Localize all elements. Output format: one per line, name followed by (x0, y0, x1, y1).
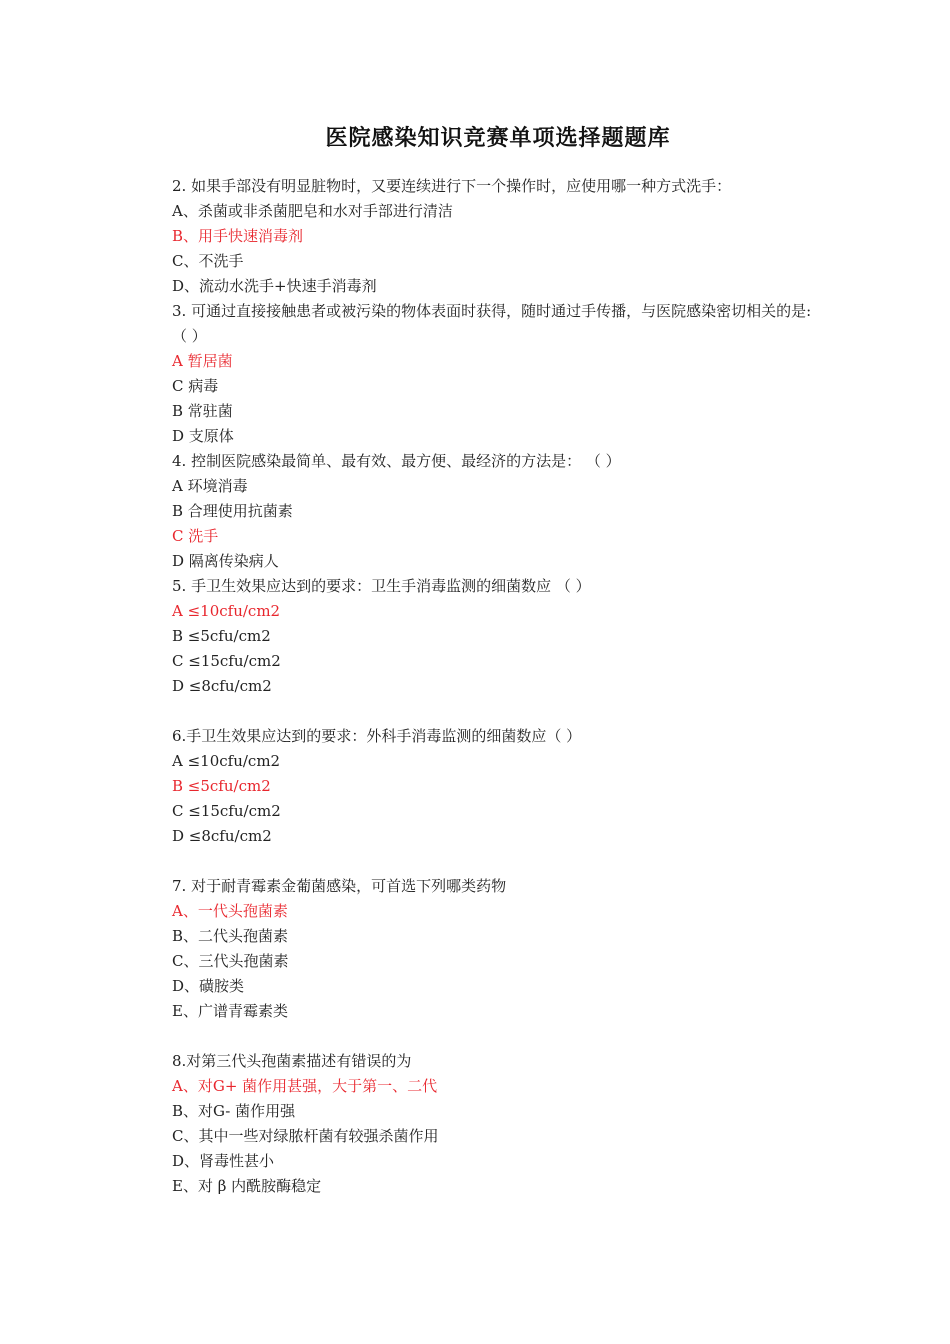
answer-option: C ≤15cfu/cm2 (172, 802, 281, 820)
answer-option: D ≤8cfu/cm2 (172, 677, 272, 695)
answer-option: B、对G- 菌作用强 (172, 1102, 296, 1120)
question-stem: 5. 手卫生效果应达到的要求：卫生手消毒监测的细菌数应 （ ） (172, 577, 591, 595)
answer-option: C ≤15cfu/cm2 (172, 652, 281, 670)
correct-answer-option: B ≤5cfu/cm2 (172, 777, 271, 795)
answer-option: B、二代头孢菌素 (172, 927, 289, 945)
answer-option: D、肾毒性甚小 (172, 1152, 275, 1170)
correct-answer-option: C 洗手 (172, 527, 219, 545)
answer-option: E、广谱青霉素类 (172, 1002, 288, 1020)
question-block (172, 449, 822, 574)
correct-answer-option: A 暂居菌 (172, 352, 233, 370)
correct-answer-option: B、用手快速消毒剂 (172, 227, 304, 245)
answer-option: A、杀菌或非杀菌肥皂和水对手部进行清洁 (172, 202, 453, 220)
blank-line (172, 849, 822, 874)
answer-option: A ≤10cfu/cm2 (172, 752, 281, 770)
page-title: 医院感染知识竞赛单项选择题题库 (325, 125, 671, 151)
answer-option: C、不洗手 (172, 252, 244, 270)
question-block (172, 299, 822, 449)
answer-option: D 隔离传染病人 (172, 552, 279, 570)
answer-option: C、三代头孢菌素 (172, 952, 289, 970)
answer-option: D 支原体 (172, 427, 234, 445)
correct-answer-option: A ≤10cfu/cm2 (172, 602, 281, 620)
blank-line (172, 1024, 822, 1049)
answer-option: A 环境消毒 (172, 477, 248, 495)
answer-option: B 合理使用抗菌素 (172, 502, 293, 520)
answer-option: B 常驻菌 (172, 402, 233, 420)
answer-option: D ≤8cfu/cm2 (172, 827, 272, 845)
correct-answer-option: A、对G+ 菌作用甚强，大于第一、二代 (172, 1077, 438, 1095)
question-stem: 2. 如果手部没有明显脏物时，又要连续进行下一个操作时，应使用哪一种方式洗手： (172, 177, 732, 195)
question-stem: 8.对第三代头孢菌素描述有错误的为 (172, 1052, 412, 1070)
question-stem: 6.手卫生效果应达到的要求：外科手消毒监测的细菌数应（ ） (172, 727, 582, 745)
question-block (172, 874, 822, 1049)
answer-option: C 病毒 (172, 377, 219, 395)
question-stem: 7. 对于耐青霉素金葡菌感染，可首选下列哪类药物 (172, 877, 507, 895)
answer-option: E、对 β 内酰胺酶稳定 (172, 1177, 322, 1195)
question-stem: 4. 控制医院感染最简单、最有效、最方便、最经济的方法是： （ ） (172, 452, 621, 470)
question-block (172, 174, 822, 299)
answer-option: D、磺胺类 (172, 977, 245, 995)
question-stem: 3. 可通过直接接触患者或被污染的物体表面时获得，随时通过手传播，与医院感染密切相关的是:（ ） (172, 302, 812, 345)
answer-option: B ≤5cfu/cm2 (172, 627, 271, 645)
question-list (172, 174, 822, 1199)
correct-answer-option: A、一代头孢菌素 (172, 902, 288, 920)
blank-line (172, 699, 822, 724)
answer-option: C、其中一些对绿脓杆菌有较强杀菌作用 (172, 1127, 439, 1145)
answer-option: D、流动水洗手+快速手消毒剂 (172, 277, 377, 295)
question-block (172, 574, 822, 724)
question-block (172, 724, 822, 874)
question-block (172, 1049, 822, 1199)
